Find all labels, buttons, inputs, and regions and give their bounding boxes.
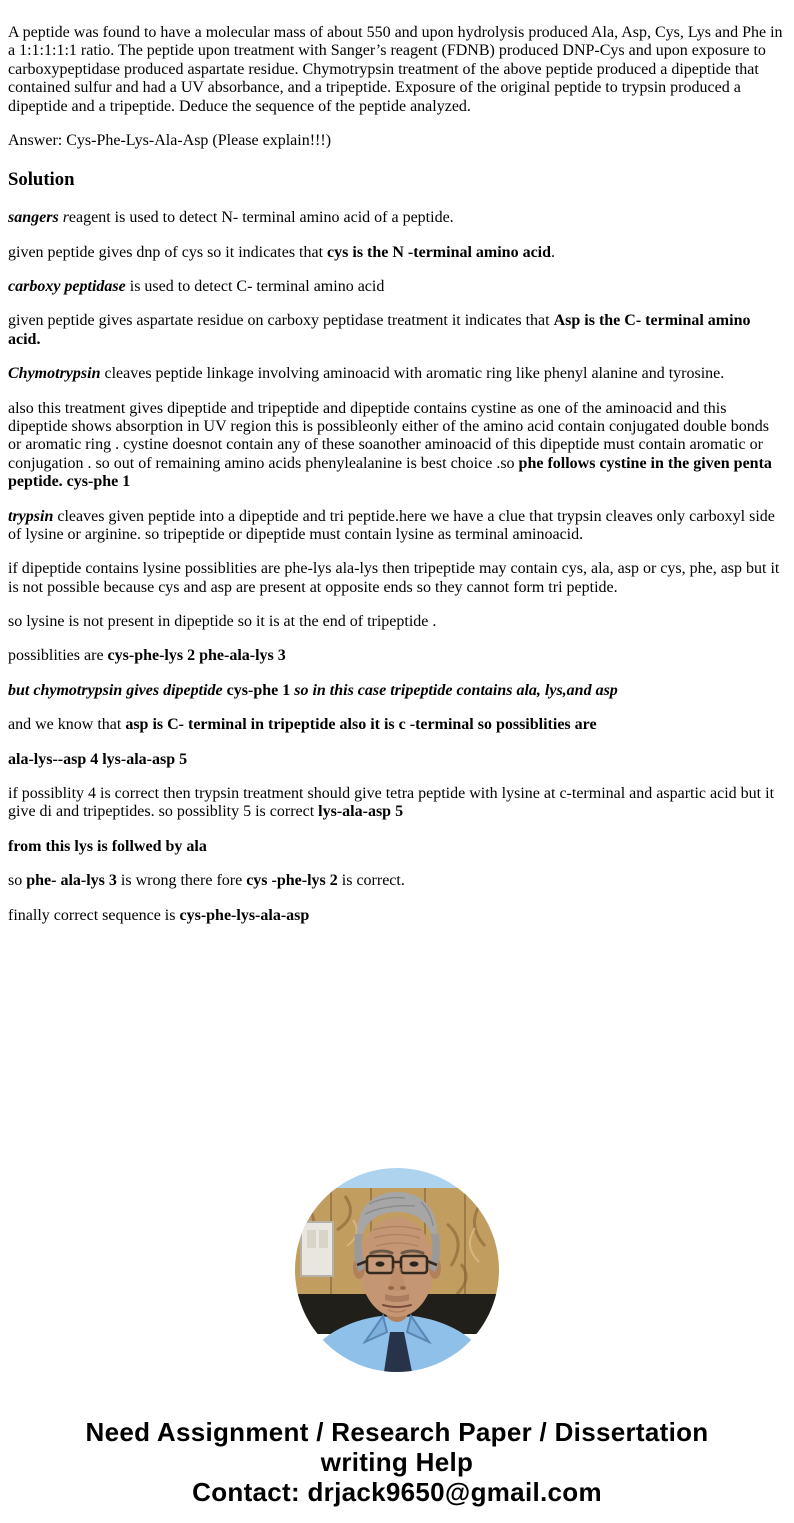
solution-paragraph [8, 716, 786, 734]
solution-paragraph [8, 508, 786, 545]
solution-paragraph [8, 682, 786, 700]
text-segment: cys is the N -terminal amino acid [327, 243, 552, 261]
answer-line: Answer: Cys-Phe-Lys-Ala-Asp (Please explain!!!) [8, 131, 332, 149]
solution-paragraph [8, 209, 786, 227]
solution-paragraph [8, 278, 786, 296]
solution-paragraph [8, 907, 786, 925]
text-segment: sangers [8, 209, 63, 227]
footer-line-1: Need Assignment / Research Paper / Dissertation [85, 1417, 709, 1448]
text-segment: finally correct sequence is [8, 906, 180, 924]
text-segment: ala-lys--asp 4 lys-ala-asp 5 [8, 750, 188, 768]
text-segment: cys -phe-lys 2 [246, 872, 338, 890]
solution-paragraph [8, 647, 786, 665]
solution-paragraph [8, 785, 786, 822]
footer-contact-line: Contact: drjack9650@gmail.com [192, 1477, 602, 1508]
text-segment: but chymotrypsin gives dipeptide [8, 681, 227, 699]
text-segment: Asp is the C- terminal amino acid. [8, 312, 751, 348]
text-segment: given peptide gives aspartate residue on carboxy peptidase treatment it indicates that [8, 312, 554, 330]
text-segment: from this lys is follwed by ala [8, 837, 207, 855]
document-body [8, 24, 786, 1507]
text-segment: cleaves given peptide into a dipeptide and tri peptide.here we have a clue that trypsin cleaves only carboxyl side of lysine or arginine. so tripeptide or dipeptide must contain lysine as terminal aminoacid. [8, 507, 775, 543]
text-segment: cys-phe-lys-ala-asp [179, 906, 310, 924]
solution-paragraph [8, 400, 786, 492]
text-segment: eagent is used to detect N- terminal amino acid of a peptide. [68, 209, 454, 227]
solution-paragraph [8, 872, 786, 890]
text-segment: cys-phe 1 [226, 681, 295, 699]
text-segment: phe follows cystine in the given penta peptide. cys-phe 1 [8, 454, 772, 491]
text-segment: r [62, 209, 69, 227]
text-segment: is used to detect C- terminal amino acid [125, 278, 385, 295]
solution-heading: Solution [8, 169, 75, 191]
text-segment: so lysine is not present in dipeptide so it is at the end of tripeptide . [8, 613, 437, 631]
solution-paragraph [8, 244, 786, 262]
footer-ad [8, 1417, 786, 1507]
text-segment: trypsin [8, 507, 54, 525]
text-segment: lys-ala-asp 5 [318, 803, 404, 821]
text-segment: and we know that [8, 716, 126, 734]
solution-paragraph [8, 560, 786, 597]
text-segment: if dipeptide contains lysine possiblities are phe-lys ala-lys then tripeptide may contain cys, ala, asp or cys, phe, asp but it is not possible because cys and asp are present at opposite ends so they cannot form tri peptide. [8, 560, 780, 596]
text-segment: also this treatment gives dipeptide and tripeptide and dipeptide contains cystine as one of the aminoacid and this dipeptide shows absorption in UV region this is possibleonly either of the amino acid contain conjugated double bonds or aromatic ring . cystine doesnot contain any of these soanother aminoacid of this dipeptide must contain aromatic or conjugation . so out of remaining amino acids phenylealanine is best choice .so [8, 399, 769, 472]
text-segment: so [8, 872, 27, 890]
photo-frame [301, 1222, 333, 1276]
text-segment: if possiblity 4 is correct then trypsin treatment should give tetra peptide with lysine at c-terminal and aspartic acid but it give di and tripeptides. so possiblity 5 is correct [8, 785, 775, 821]
text-segment: phe- ala-lys 3 [26, 872, 117, 890]
text-segment: cleaves peptide linkage involving aminoacid with aromatic ring like phenyl alanine and tyrosine. [100, 365, 725, 383]
tutor-photo [295, 1168, 499, 1372]
solution-paragraph [8, 365, 786, 383]
text-segment: possiblities are [8, 647, 108, 665]
text-segment: is wrong there fore [116, 872, 247, 890]
solution-paragraph [8, 312, 786, 349]
text-segment: so in this case tripeptide contains ala, lys,and asp [294, 681, 618, 699]
text-segment: given peptide gives dnp of cys so it indicates that [8, 243, 328, 261]
text-segment: asp is C- terminal in tripeptide also it is c -terminal so possiblities are [125, 716, 597, 734]
solution-paragraphs [8, 209, 786, 925]
text-segment: cys-phe-lys 2 phe-ala-lys 3 [107, 647, 286, 665]
footer-line-2: writing Help [320, 1447, 474, 1478]
text-segment: . [551, 243, 556, 261]
question-paragraph: A peptide was found to have a molecular mass of about 550 and upon hydrolysis produced Ala, Asp, Cys, Lys and Phe in a 1:1:1:1:1 ratio. The peptide upon treatment with Sanger’s reagent (FDNB) produced DNP-Cys and upon exposure to carboxypeptidase produced aspartate residue. Chymotrypsin treatment of the above peptide produced a dipeptide that contained sulfur and had a UV absorbance, and a tripeptide. Exposure of the original peptide to trypsin produced a dipeptide and a tripeptide. Deduce the sequence of the peptide analyzed. [8, 24, 783, 115]
solution-paragraph [8, 838, 786, 856]
solution-paragraph [8, 751, 786, 769]
solution-paragraph [8, 613, 786, 631]
tutor-photo-container [8, 1168, 786, 1377]
text-segment: is correct. [337, 872, 405, 890]
text-segment: Chymotrypsin [8, 365, 101, 383]
text-segment: carboxy peptidase [8, 278, 126, 295]
